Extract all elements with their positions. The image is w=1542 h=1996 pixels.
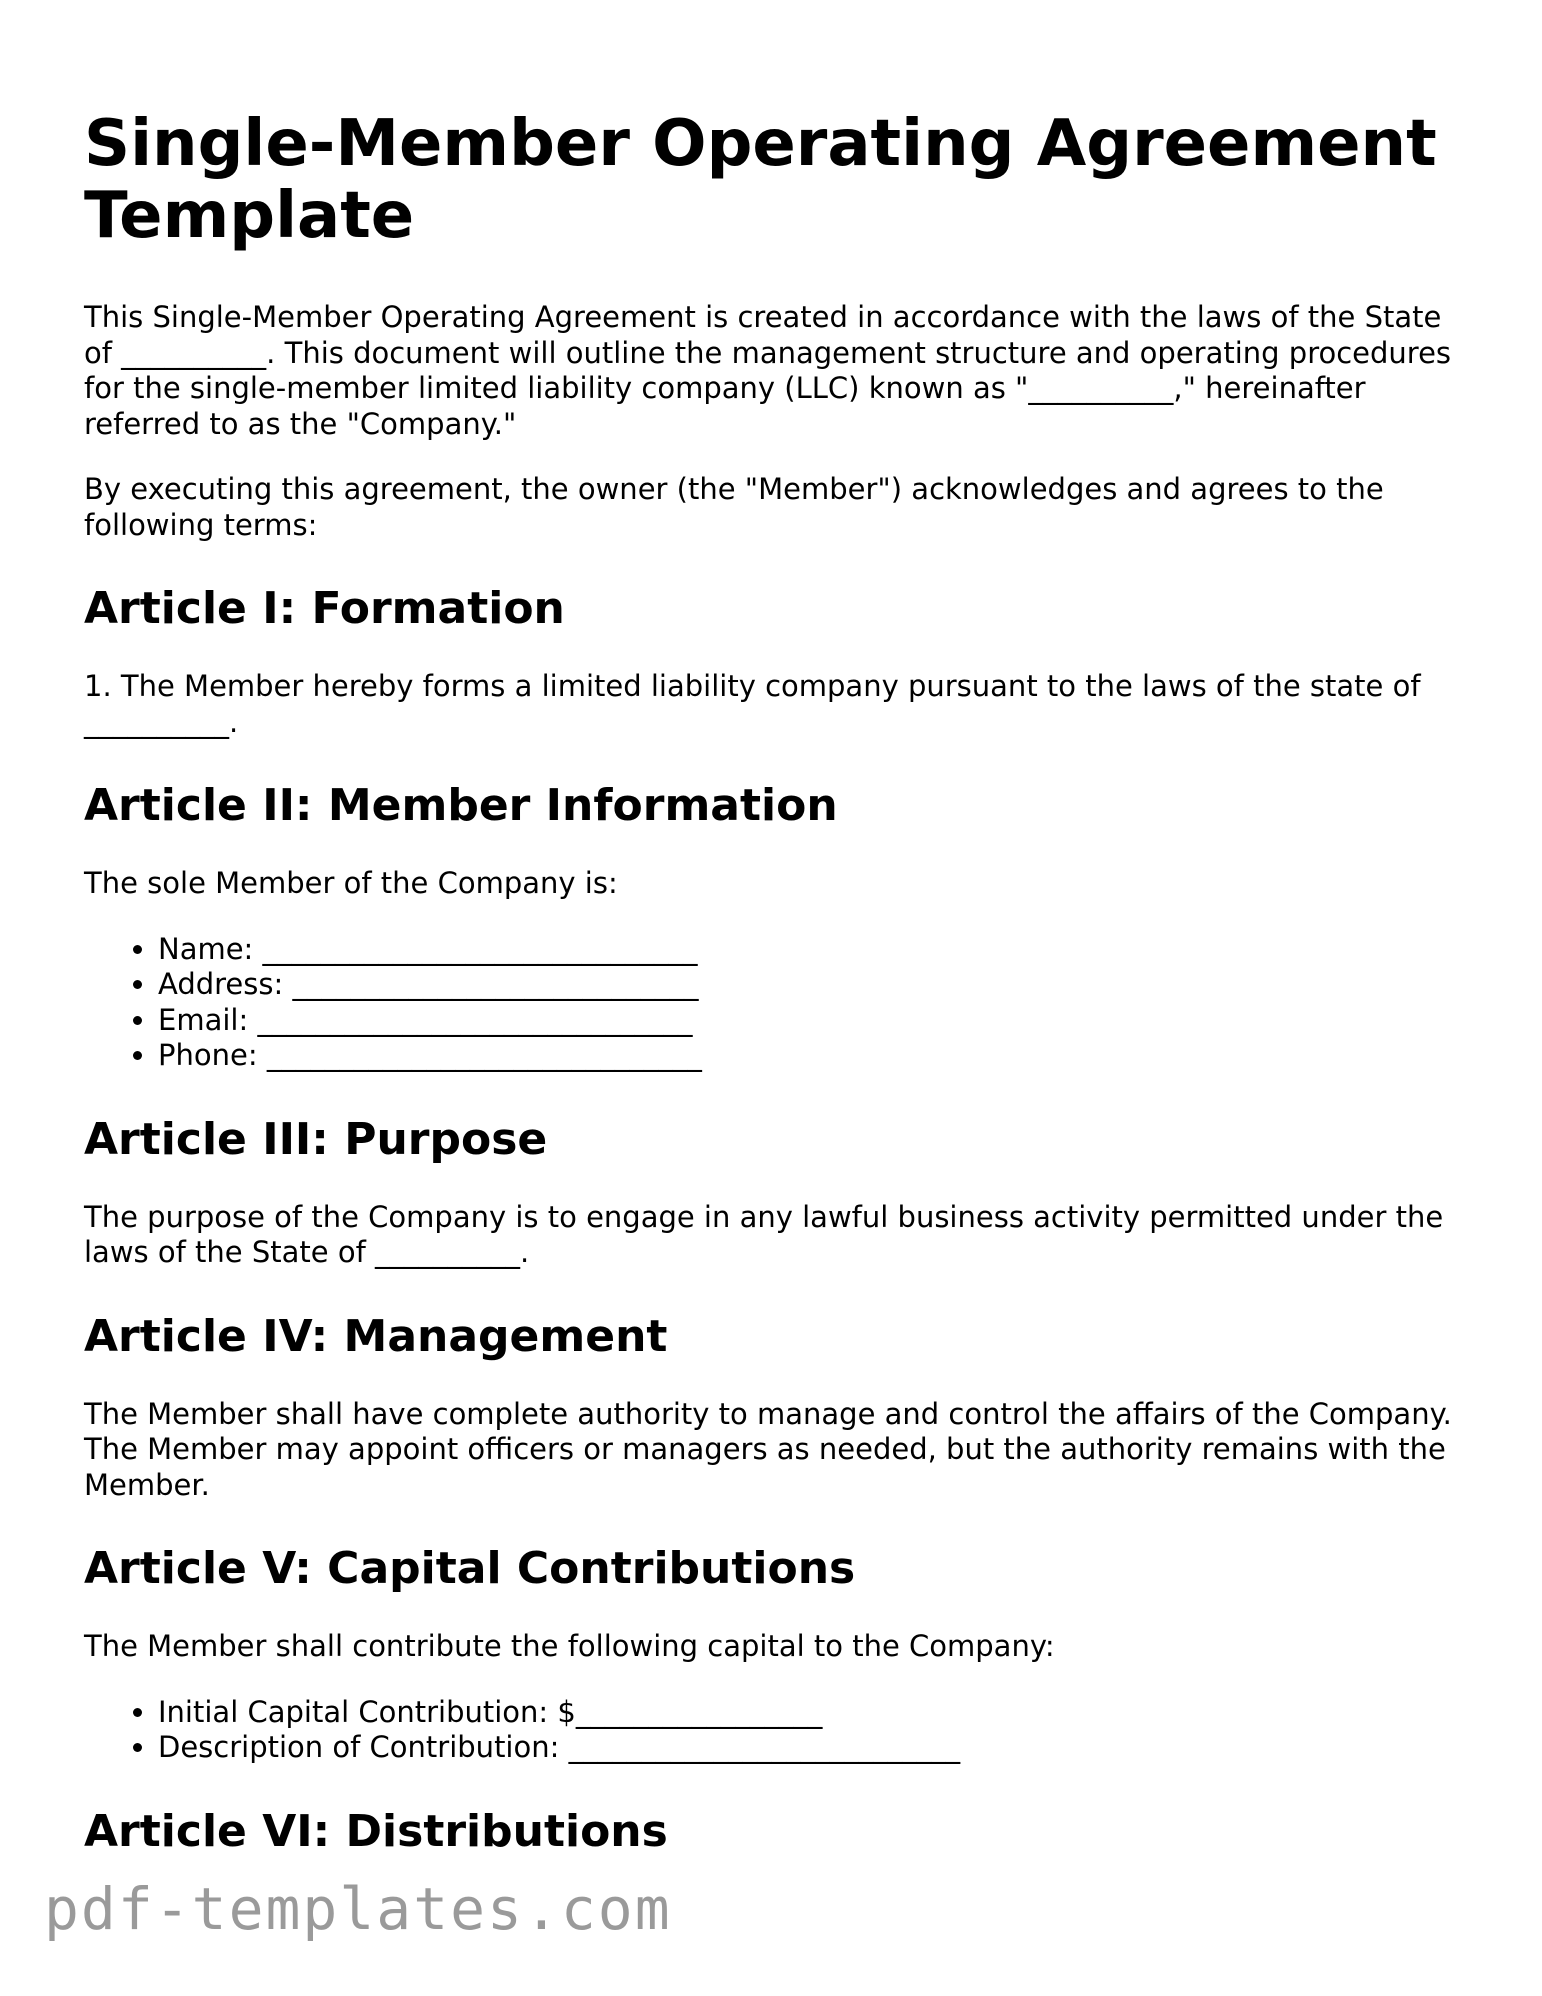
watermark: pdf-templates.com	[44, 1875, 672, 1943]
list-item-name: • Name: ______________________________	[158, 932, 1464, 968]
article-1-text: 1. The Member hereby forms a limited liability company pursuant to the laws of the state of __________.	[84, 669, 1421, 739]
intro-paragraph: This Single-Member Operating Agreement is created in accordance with the laws of the State of __________. This document will outline the management structure and operating procedures for the single-member limited liability company (LLC) known as "__________," hereinafter referred to as the "Company."	[84, 300, 1452, 441]
list-item-phone: • Phone: ______________________________	[158, 1038, 1464, 1074]
capital-contribution-list	[84, 1695, 1464, 1766]
document-title: Single-Member Operating Agreement Template	[84, 107, 1437, 253]
article-2-heading: Article II: Member Information	[84, 780, 838, 831]
document-page	[84, 0, 1464, 1860]
member-info-list	[84, 932, 1464, 1074]
article-1-heading: Article I: Formation	[84, 583, 565, 634]
article-6-heading: Article VI: Distributions	[84, 1805, 668, 1857]
article-4-heading: Article IV: Management	[84, 1310, 668, 1362]
list-item-email: • Email: ______________________________	[158, 1003, 1464, 1039]
article-3-heading: Article III: Purpose	[84, 1113, 548, 1165]
article-5-heading: Article V: Capital Contributions	[84, 1543, 856, 1594]
article-5-text: The Member shall contribute the following capital to the Company:	[84, 1629, 1055, 1663]
list-item-initial-capital: • Initial Capital Contribution: $_________________	[158, 1695, 1464, 1731]
intro-terms-paragraph: By executing this agreement, the owner (the "Member") acknowledges and agrees to the following terms:	[84, 472, 1384, 542]
article-2-text: The sole Member of the Company is:	[84, 866, 618, 900]
list-item-contribution-description: • Description of Contribution: ___________________________	[158, 1730, 1464, 1766]
list-item-address: • Address: ____________________________	[158, 967, 1464, 1003]
article-4-text: The Member shall have complete authority to manage and control the affairs of the Company. The Member may appoint officers or managers as needed, but the authority remains with the Member.	[84, 1396, 1452, 1502]
article-3-text: The purpose of the Company is to engage in any lawful business activity permitted under the laws of the State of __________.	[84, 1199, 1444, 1269]
